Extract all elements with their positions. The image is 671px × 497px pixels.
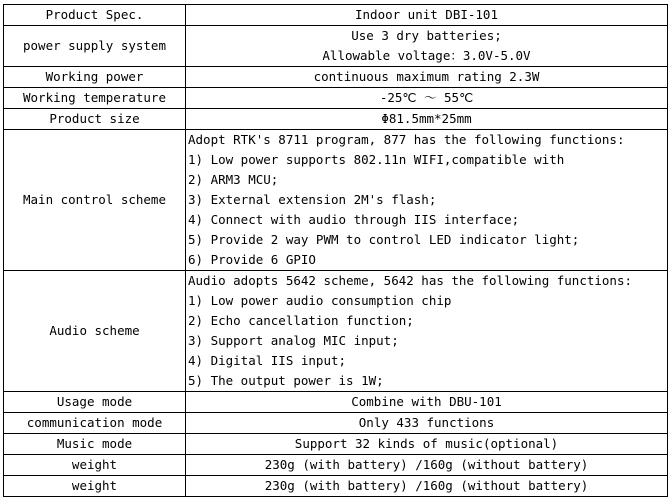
value-line: Audio adopts 5642 scheme, 5642 has the following functions: bbox=[188, 273, 633, 288]
value-line: 6) Provide 6 GPIO bbox=[188, 252, 316, 267]
row-label: Working power bbox=[4, 67, 186, 88]
row-value bbox=[186, 271, 668, 392]
row-value bbox=[186, 67, 668, 88]
row-label: weight bbox=[4, 476, 186, 497]
value-line: continuous maximum rating 2.3W bbox=[313, 69, 540, 84]
value-line: -25℃ ～ 55℃ bbox=[379, 90, 474, 105]
value-line: 1) Low power supports 802.11n WIFI,compatible with bbox=[188, 152, 565, 167]
value-line: 4) Connect with audio through IIS interface; bbox=[188, 212, 520, 227]
product-spec-table bbox=[3, 4, 668, 497]
row-value bbox=[186, 476, 668, 497]
table-row-power-supply bbox=[4, 26, 668, 67]
value-line: 230g (with battery) /160g (without battery) bbox=[264, 478, 589, 493]
value-line: 4) Digital IIS input; bbox=[188, 353, 347, 368]
value-line: Support 32 kinds of music(optional) bbox=[294, 436, 559, 451]
row-label: communication mode bbox=[4, 413, 186, 434]
table-row-communication-mode bbox=[4, 413, 668, 434]
value-line: 230g (with battery) /160g (without battery) bbox=[264, 457, 589, 472]
row-label: Working temperature bbox=[4, 88, 186, 109]
row-label: weight bbox=[4, 455, 186, 476]
value-line: Indoor unit DBI-101 bbox=[355, 7, 498, 22]
row-value bbox=[186, 455, 668, 476]
value-line: Use 3 dry batteries; bbox=[351, 28, 502, 43]
row-value bbox=[186, 26, 668, 67]
table-row-product-size bbox=[4, 109, 668, 130]
row-label: Music mode bbox=[4, 434, 186, 455]
table-row-product-spec bbox=[4, 5, 668, 26]
table-row-audio-scheme bbox=[4, 271, 668, 392]
value-line: 2) Echo cancellation function; bbox=[188, 313, 414, 328]
value-line: 3) External extension 2M's flash; bbox=[188, 192, 437, 207]
row-value bbox=[186, 434, 668, 455]
table-row-usage-mode bbox=[4, 392, 668, 413]
row-value bbox=[186, 88, 668, 109]
table-row-working-power bbox=[4, 67, 668, 88]
value-line: Allowable voltage：3.0V-5.0V bbox=[322, 48, 531, 63]
row-value bbox=[186, 413, 668, 434]
value-line: Φ81.5mm*25mm bbox=[381, 111, 472, 126]
row-label: Product size bbox=[4, 109, 186, 130]
value-line: Combine with DBU-101 bbox=[351, 394, 502, 409]
row-value bbox=[186, 109, 668, 130]
table-row-weight bbox=[4, 476, 668, 497]
table-row-main-control-scheme bbox=[4, 130, 668, 271]
row-label: Main control scheme bbox=[4, 130, 186, 271]
table-row-music-mode bbox=[4, 434, 668, 455]
row-label: Usage mode bbox=[4, 392, 186, 413]
value-line: 5) The output power is 1W; bbox=[188, 373, 384, 388]
row-value bbox=[186, 5, 668, 26]
row-label: Product Spec. bbox=[4, 5, 186, 26]
table-row-working-temperature bbox=[4, 88, 668, 109]
table-row-weight bbox=[4, 455, 668, 476]
row-value bbox=[186, 392, 668, 413]
value-line: 2) ARM3 MCU; bbox=[188, 172, 279, 187]
value-line: 3) Support analog MIC input; bbox=[188, 333, 399, 348]
value-line: Adopt RTK's 8711 program, 877 has the following functions: bbox=[188, 132, 625, 147]
value-line: 1) Low power audio consumption chip bbox=[188, 293, 452, 308]
row-label: Audio scheme bbox=[4, 271, 186, 392]
row-label: power supply system bbox=[4, 26, 186, 67]
value-line: Only 433 functions bbox=[358, 415, 495, 430]
value-line: 5) Provide 2 way PWM to control LED indicator light; bbox=[188, 232, 580, 247]
row-value bbox=[186, 130, 668, 271]
